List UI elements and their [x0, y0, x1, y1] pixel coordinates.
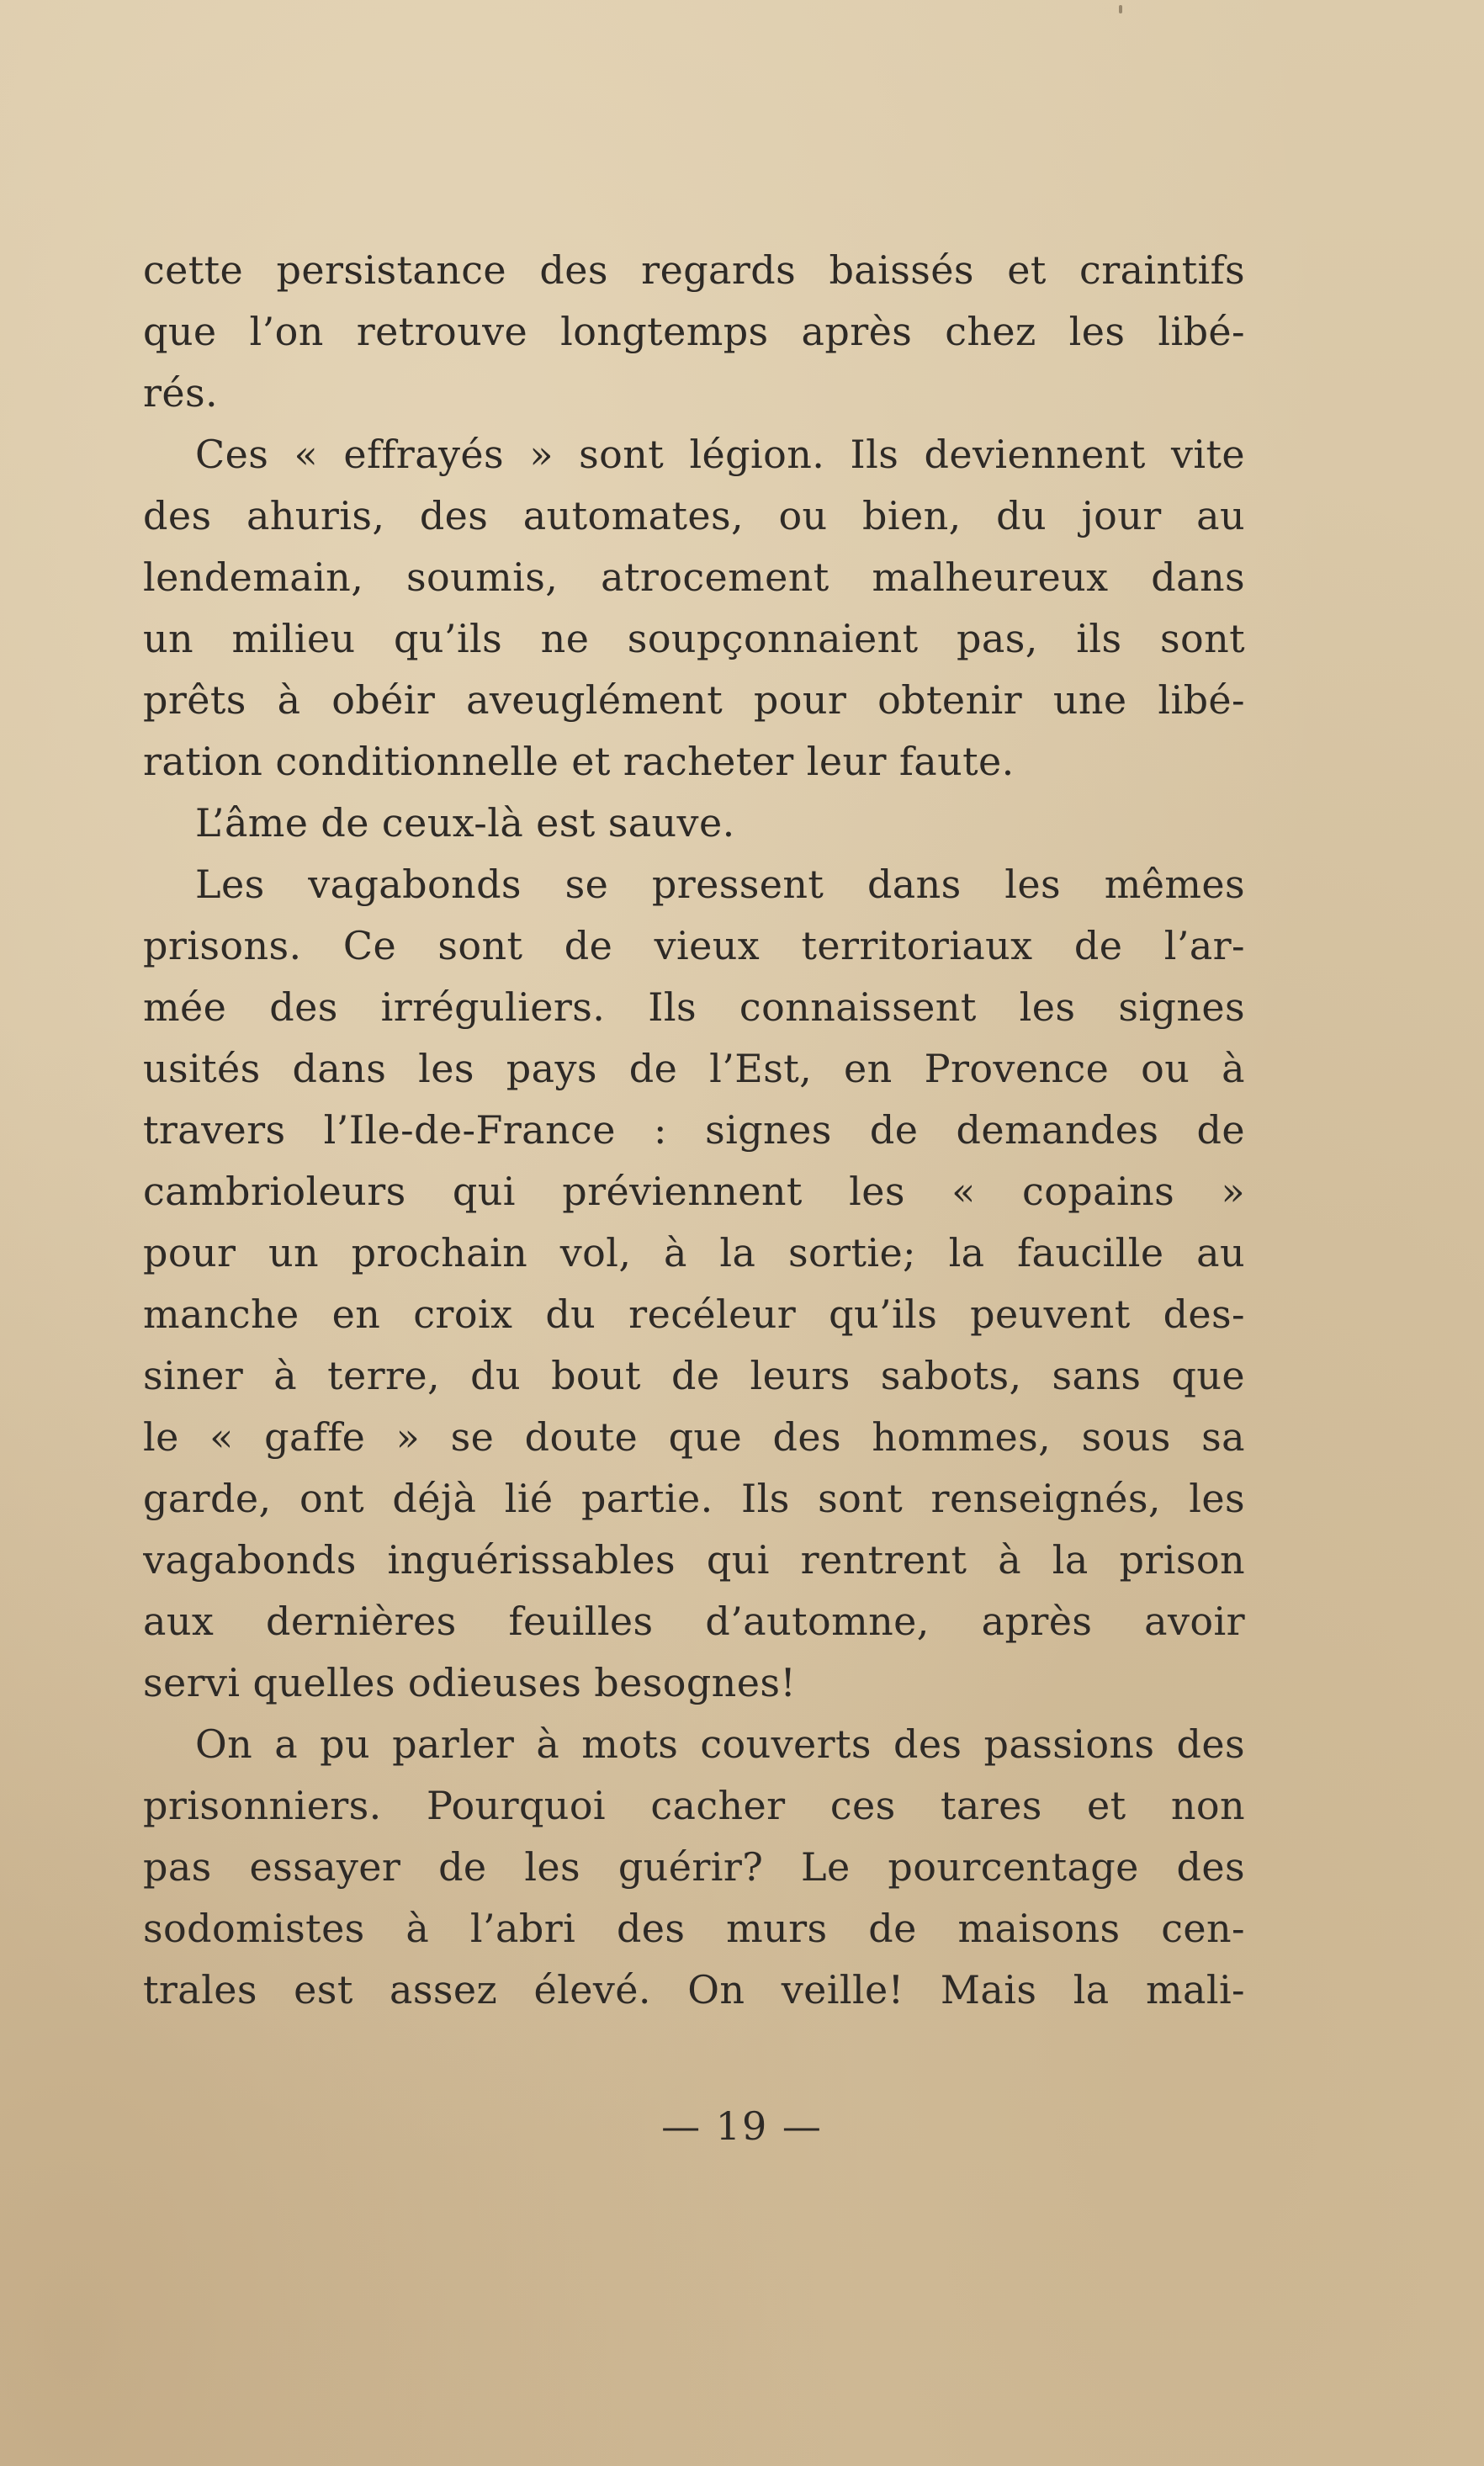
text-line: garde, ont déjà lié partie. Ils sont renseignés, les	[143, 1476, 1245, 1521]
paragraph-start-line: L’âme de ceux-là est sauve.	[195, 800, 735, 846]
text-line: vagabonds inguérissables qui rentrent à la prison	[143, 1537, 1245, 1583]
text-line: prisons. Ce sont de vieux territoriaux de l’ar-	[143, 923, 1245, 968]
text-line: pas essayer de les guérir? Le pourcentage des	[143, 1844, 1245, 1890]
text-line: ration conditionnelle et racheter leur faute.	[143, 739, 1015, 784]
text-line: lendemain, soumis, atrocement malheureux dans	[143, 554, 1245, 600]
text-line: usités dans les pays de l’Est, en Provence ou à	[143, 1046, 1245, 1091]
page-number: — 19 —	[661, 2103, 823, 2149]
text-line: prêts à obéir aveuglément pour obtenir une libé-	[143, 677, 1245, 723]
text-line: siner à terre, du bout de leurs sabots, sans que	[143, 1353, 1245, 1398]
text-line: cambrioleurs qui préviennent les « copains »	[143, 1169, 1245, 1214]
text-line: le « gaffe » se doute que des hommes, sous sa	[143, 1414, 1245, 1460]
text-line: sodomistes à l’abri des murs de maisons cen-	[143, 1906, 1245, 1951]
text-line: cette persistance des regards baissés et craintifs	[143, 247, 1245, 293]
text-line: aux dernières feuilles d’automne, après avoir	[143, 1599, 1245, 1644]
paragraph-start-line: Ces « effrayés » sont légion. Ils deviennent vite	[195, 432, 1245, 477]
paper-speck	[1119, 5, 1122, 13]
body-text	[143, 240, 1245, 2021]
text-line: servi quelles odieuses besognes!	[143, 1660, 797, 1705]
text-line: que l’on retrouve longtemps après chez les libé-	[143, 309, 1245, 354]
text-line: pour un prochain vol, à la sortie; la faucille au	[143, 1230, 1245, 1275]
text-line: manche en croix du recéleur qu’ils peuvent des-	[143, 1291, 1245, 1337]
text-line: mée des irréguliers. Ils connaissent les signes	[143, 984, 1245, 1030]
text-line: prisonniers. Pourquoi cacher ces tares et non	[143, 1783, 1245, 1828]
text-line: un milieu qu’ils ne soupçonnaient pas, ils sont	[143, 616, 1245, 661]
text-line: des ahuris, des automates, ou bien, du jour au	[143, 493, 1245, 538]
paragraph-start-line: On a pu parler à mots couverts des passions des	[195, 1721, 1245, 1767]
text-line: rés.	[143, 370, 219, 416]
text-line: trales est assez élevé. On veille! Mais la mali-	[143, 1967, 1245, 2013]
text-line: travers l’Ile-de-France : signes de demandes de	[143, 1107, 1245, 1153]
paragraph-start-line: Les vagabonds se pressent dans les mêmes	[195, 862, 1245, 907]
